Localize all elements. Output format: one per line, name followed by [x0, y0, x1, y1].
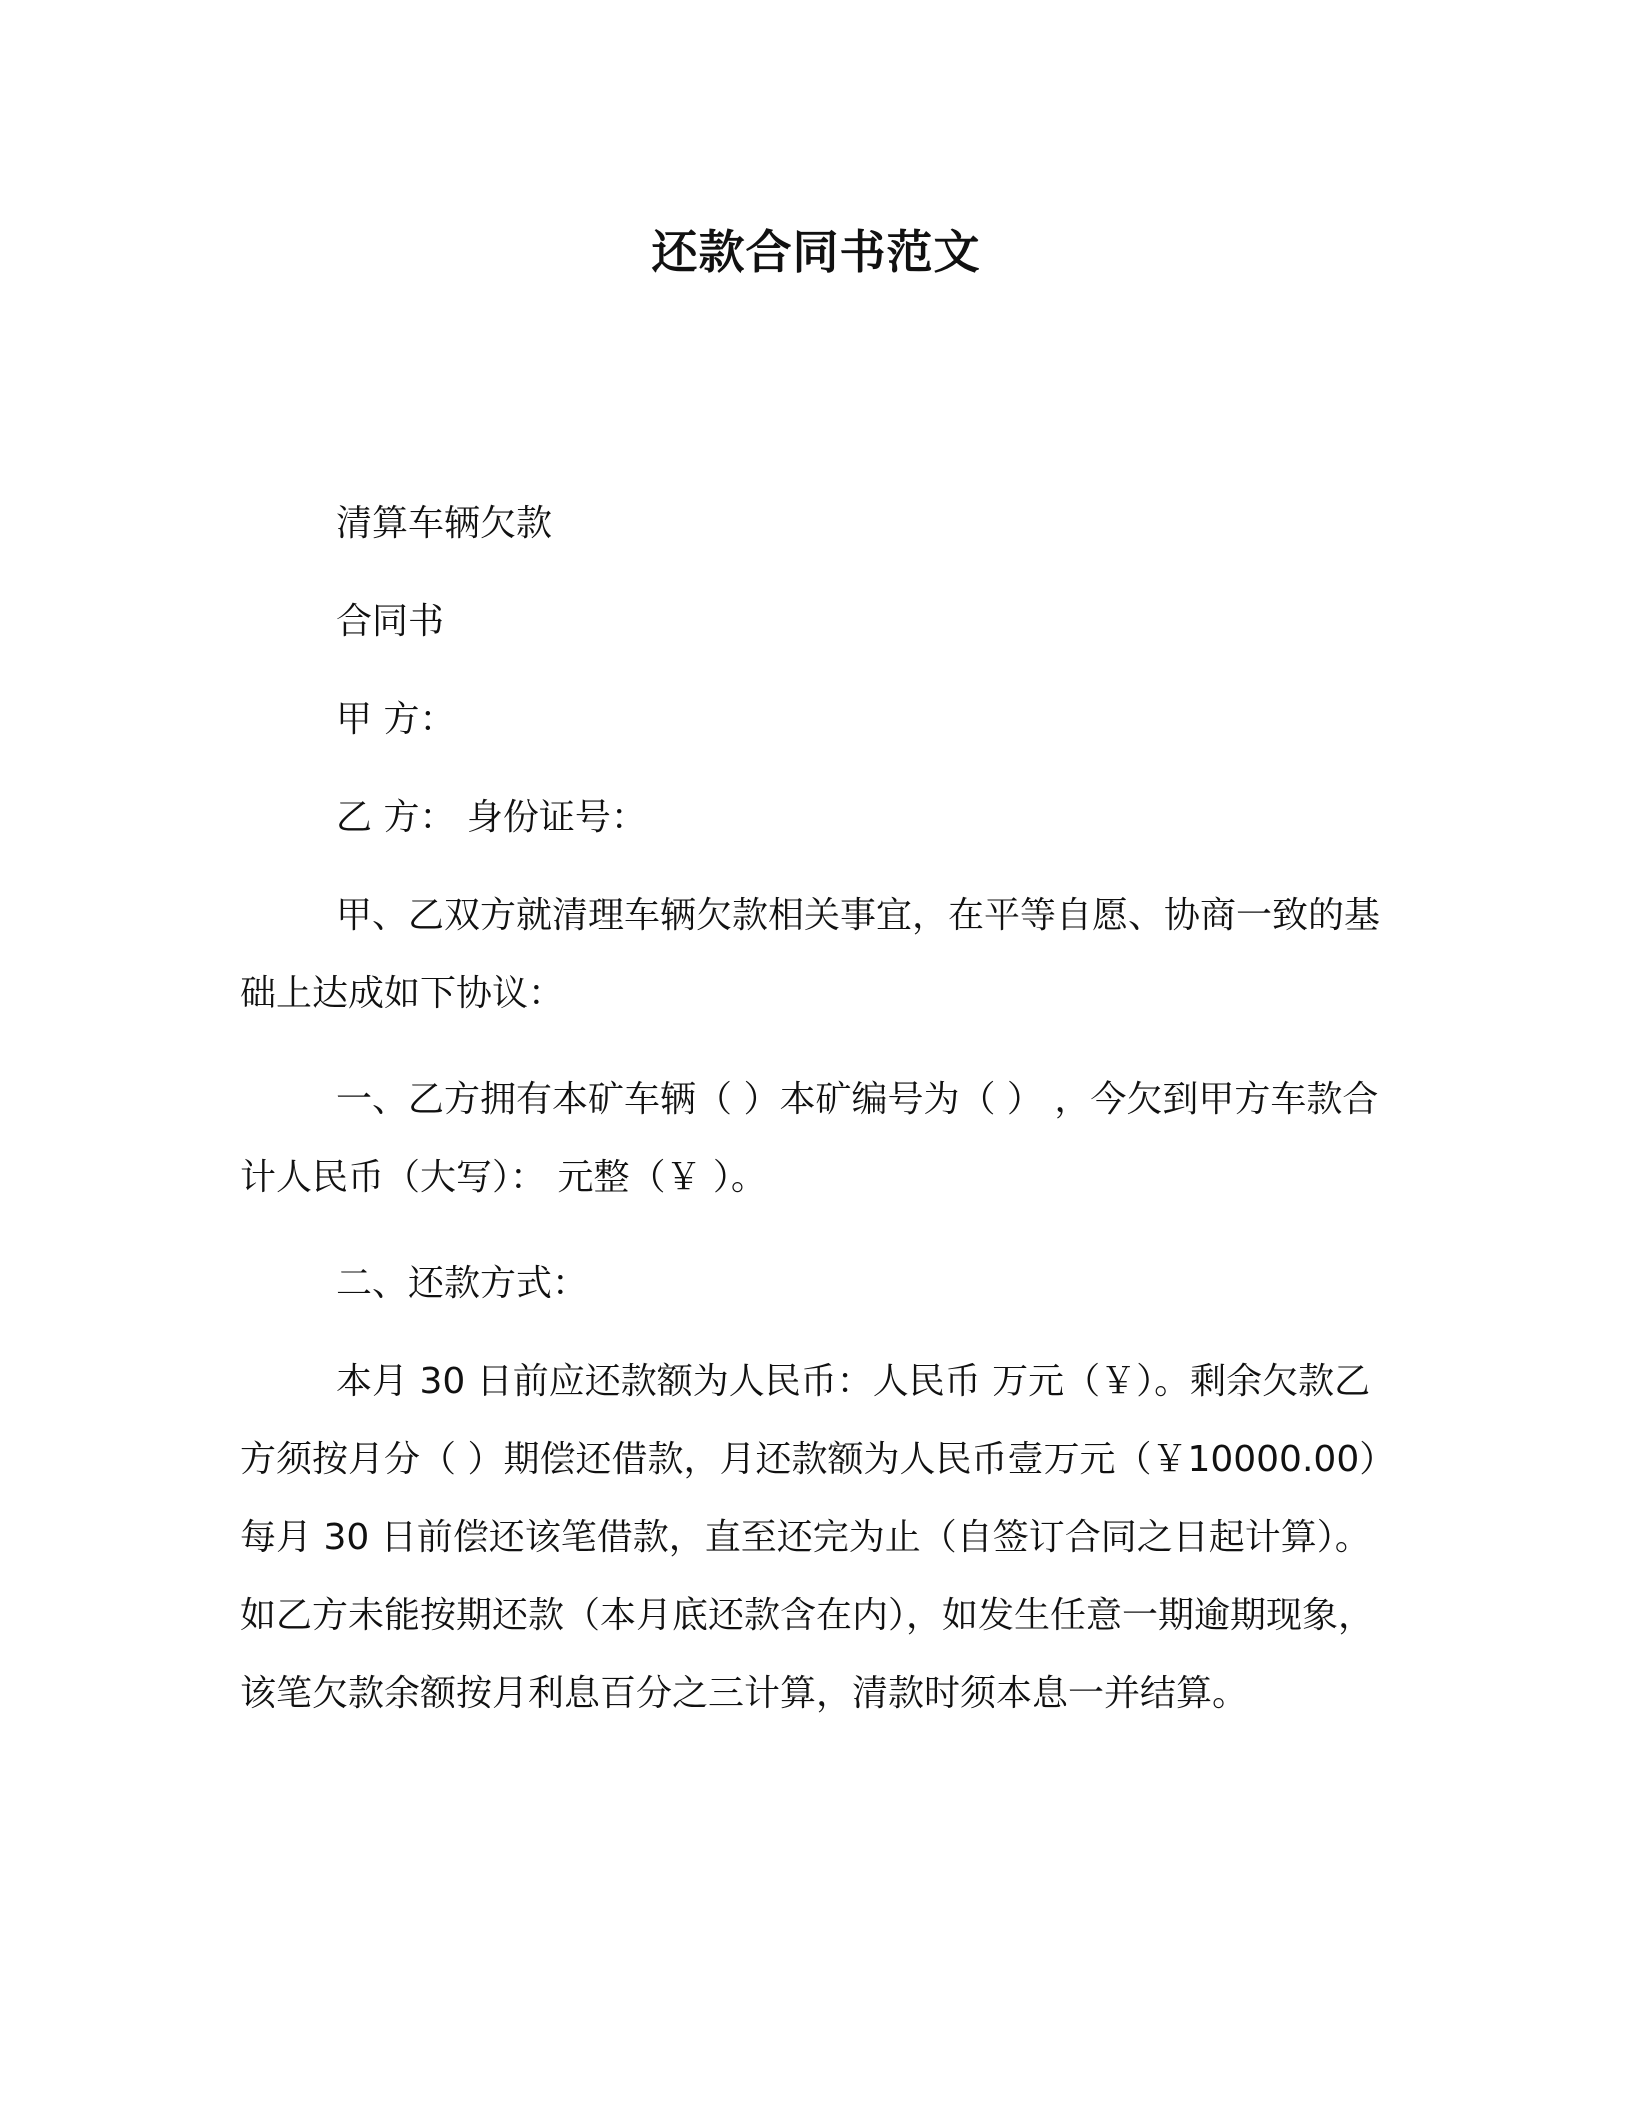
heading-settle-vehicle-debt: 清算车辆欠款 [336, 503, 553, 544]
heading-contract: 合同书 [336, 601, 445, 642]
document-title: 还款合同书范文 [651, 225, 981, 279]
clause-2-heading: 二、还款方式： [336, 1263, 589, 1304]
party-a-line: 甲 方： [336, 699, 456, 740]
intro-paragraph: 甲、乙双方就清理车辆欠款相关事宜，在平等自愿、协商一致的基础上达成如下协议： [240, 895, 1381, 1014]
clause-2-body: 本月 30 日前应还款额为人民币：人民币 万元（￥）。剩余欠款乙方须按月分（ ）期偿还借款，月还款额为人民币壹万元（￥10000.00）每月 30 日前偿还该笔借款，直至还完为止（自签订合同之日起计算）。如乙方未能按期还款（本月底还款含在内），如发生任意一期逾期现象，该笔欠款余额按月利息百分之三计算，清款时须本息一并结算。 [240, 1361, 1378, 1714]
clause-1-paragraph: 一、乙方拥有本矿车辆（ ）本矿编号为（ ） ，今欠到甲方车款合计人民币（大写）： 元整（￥ ）。 [240, 1079, 1379, 1198]
party-b-line: 乙 方： 身份证号： [336, 797, 647, 838]
